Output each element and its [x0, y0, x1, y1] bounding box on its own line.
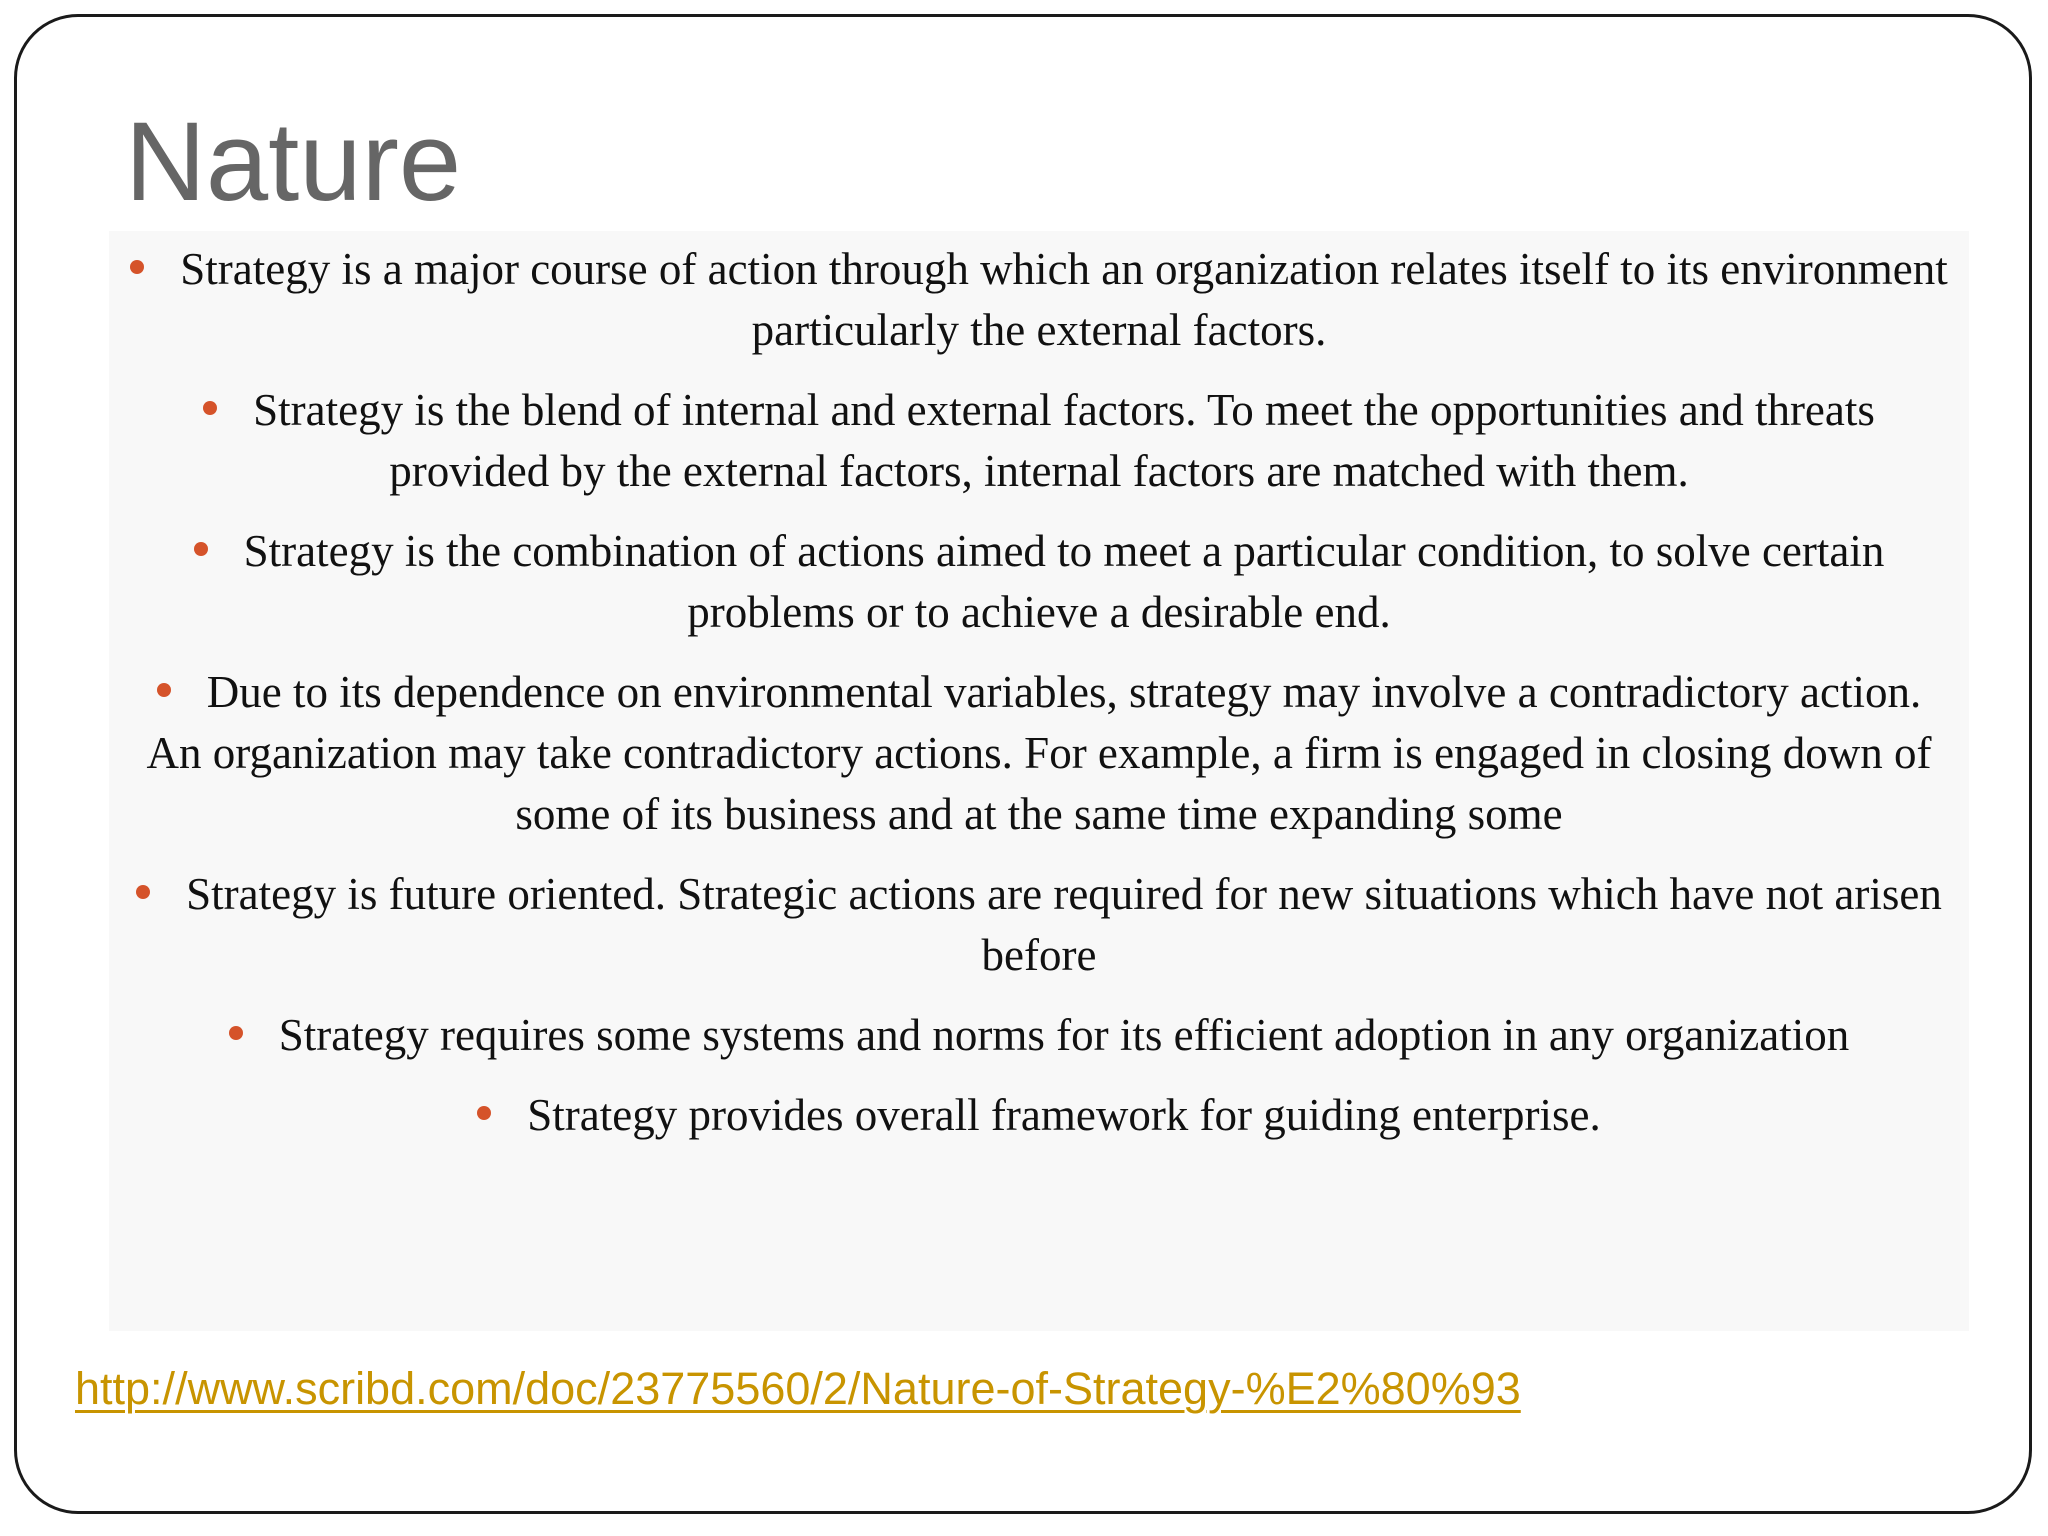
bullet-dot-icon: [194, 542, 208, 556]
bullet-text: Strategy is the blend of internal and external factors. To meet the opportunities and threats provided by the external factors, internal factors are matched with them.: [253, 385, 1875, 496]
bullet-list: [109, 239, 1969, 1165]
bullet-dot-icon: [157, 683, 171, 697]
bullet-text: Strategy is a major course of action through which an organization relates itself to its environment particularly the external factors.: [180, 244, 1948, 355]
bullet-item: [109, 662, 1969, 845]
slide-title: Nature: [125, 99, 462, 224]
bullet-dot-icon: [477, 1106, 491, 1120]
bullet-dot-icon: [203, 401, 217, 415]
bullet-dot-icon: [130, 260, 144, 274]
bullet-item: [109, 1085, 1969, 1146]
bullet-item: [109, 521, 1969, 643]
bullet-item: [109, 1005, 1969, 1066]
bullet-item: [109, 239, 1969, 361]
bullet-text: Due to its dependence on environmental variables, strategy may involve a contradictory action. An organization may take contradictory actions. For example, a firm is engaged in closing down of some of its business and at the same time expanding some: [146, 667, 1932, 839]
source-link[interactable]: http://www.scribd.com/doc/23775560/2/Nature-of-Strategy-%E2%80%93: [75, 1363, 1521, 1414]
bullet-text: Strategy requires some systems and norms for its efficient adoption in any organization: [278, 1010, 1850, 1060]
bullet-text: Strategy provides overall framework for guiding enterprise.: [527, 1090, 1601, 1140]
bullet-item: [109, 380, 1969, 502]
slide: [14, 14, 2032, 1514]
bullet-text: Strategy is future oriented. Strategic actions are required for new situations which have not arisen before: [186, 869, 1942, 980]
bullet-item: [109, 864, 1969, 986]
bullet-dot-icon: [229, 1026, 243, 1040]
bullet-text: Strategy is the combination of actions aimed to meet a particular condition, to solve certain problems or to achieve a desirable end.: [243, 526, 1885, 637]
bullet-dot-icon: [136, 885, 150, 899]
